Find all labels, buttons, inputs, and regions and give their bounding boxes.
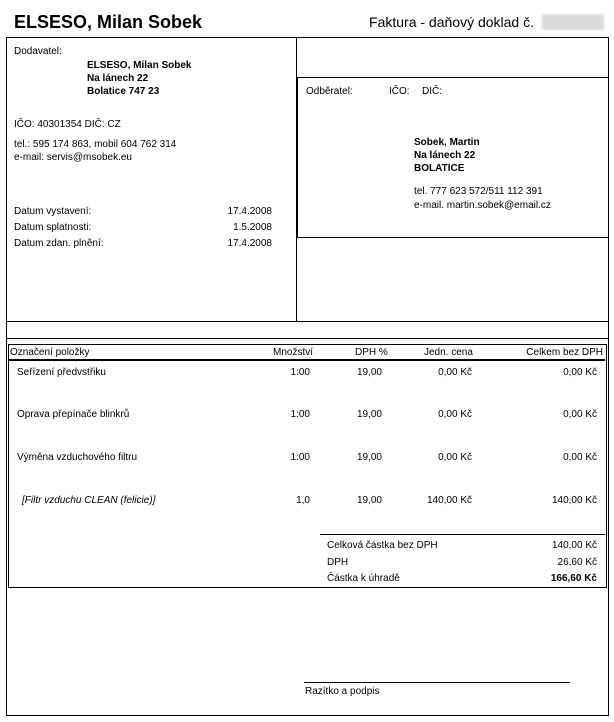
customer-phone: tel. 777 623 572/511 112 391 bbox=[414, 186, 543, 197]
items-table bbox=[8, 344, 607, 588]
table-row-vat: 19,00 bbox=[356, 495, 382, 506]
section-divider-2 bbox=[6, 338, 608, 339]
customer-label: Odběratel: bbox=[306, 86, 353, 97]
total-vat-label: DPH bbox=[327, 557, 349, 568]
date-issued-label: Datum vystavení: bbox=[14, 206, 92, 217]
date-due-label: Datum splatnosti: bbox=[14, 222, 92, 233]
date-issued-value: 17.4.2008 bbox=[227, 206, 272, 217]
col-vat: DPH % bbox=[355, 347, 388, 358]
table-row-vat: 19,00 bbox=[356, 409, 382, 420]
table-row-qty: 1:00 bbox=[290, 452, 310, 463]
document-type-label: Faktura - daňový doklad č. bbox=[369, 14, 534, 30]
table-row-qty: 1:00 bbox=[290, 409, 310, 420]
table-row-unit: 140,00 Kč bbox=[426, 495, 472, 506]
table-row-item: Výměna vzduchového filtru bbox=[17, 452, 138, 463]
supplier-name: ELSESO, Milan Sobek bbox=[87, 60, 192, 71]
col-item-name: Označení položky bbox=[10, 347, 90, 358]
table-row-item: Oprava přepínače blinkrů bbox=[17, 409, 130, 420]
table-row-item: Seřízení předvstřiku bbox=[17, 367, 106, 378]
redacted-invoice-number bbox=[542, 14, 604, 30]
section-divider bbox=[6, 321, 608, 322]
supplier-label: Dodavatel: bbox=[14, 46, 62, 57]
col-quantity: Množství bbox=[273, 347, 314, 358]
table-row-total: 140,00 Kč bbox=[551, 495, 597, 506]
supplier-ico-dic: IČO: 40301354 DIČ: CZ bbox=[14, 119, 121, 130]
table-row-unit: 0,00 Kč bbox=[438, 367, 472, 378]
supplier-city: Bolatice 747 23 bbox=[87, 86, 160, 97]
table-row-total: 0,00 Kč bbox=[563, 452, 597, 463]
supplier-email: e-mail: servis@msobek.eu bbox=[14, 152, 132, 163]
supplier-street: Na lánech 22 bbox=[87, 73, 149, 84]
table-row-total: 0,00 Kč bbox=[563, 409, 597, 420]
total-base-label: Celková částka bez DPH bbox=[327, 540, 438, 551]
table-row-qty: 1,0 bbox=[296, 495, 310, 506]
customer-ico-label: IČO: bbox=[389, 86, 410, 97]
signature-label: Razítko a podpis bbox=[305, 686, 380, 697]
customer-name: Sobek, Martin bbox=[414, 137, 480, 148]
total-payable-label: Částka k úhradě bbox=[327, 573, 400, 584]
customer-city: BOLATICE bbox=[414, 163, 465, 174]
date-taxable-label: Datum zdan. plnění: bbox=[14, 238, 104, 249]
total-base-value: 140,00 Kč bbox=[551, 540, 597, 551]
table-row-qty: 1:00 bbox=[290, 367, 310, 378]
col-unit-price: Jedn. cena bbox=[424, 347, 473, 358]
company-title: ELSESO, Milan Sobek bbox=[14, 12, 203, 32]
totals-divider bbox=[320, 534, 605, 535]
total-payable-value: 166,60 Kč bbox=[550, 573, 597, 584]
table-row-total: 0,00 Kč bbox=[563, 367, 597, 378]
table-row-item: [Filtr vzduchu CLEAN (felicie)] bbox=[22, 495, 156, 506]
signature-line bbox=[304, 682, 570, 683]
total-vat-value: 26,60 Kč bbox=[557, 557, 597, 568]
table-row-vat: 19,00 bbox=[356, 452, 382, 463]
customer-street: Na lánech 22 bbox=[414, 150, 476, 161]
date-taxable-value: 17.4.2008 bbox=[227, 238, 272, 249]
table-row-vat: 19,00 bbox=[356, 367, 382, 378]
customer-email: e-mail. martin.sobek@email.cz bbox=[414, 200, 551, 211]
supplier-phone: tel.: 595 174 863, mobil 604 762 314 bbox=[14, 139, 177, 150]
customer-dic-label: DIČ: bbox=[422, 86, 442, 97]
col-total: Celkem bez DPH bbox=[526, 347, 603, 358]
table-row-unit: 0,00 Kč bbox=[438, 452, 472, 463]
date-due-value: 1.5.2008 bbox=[233, 222, 272, 233]
table-row-unit: 0,00 Kč bbox=[438, 409, 472, 420]
